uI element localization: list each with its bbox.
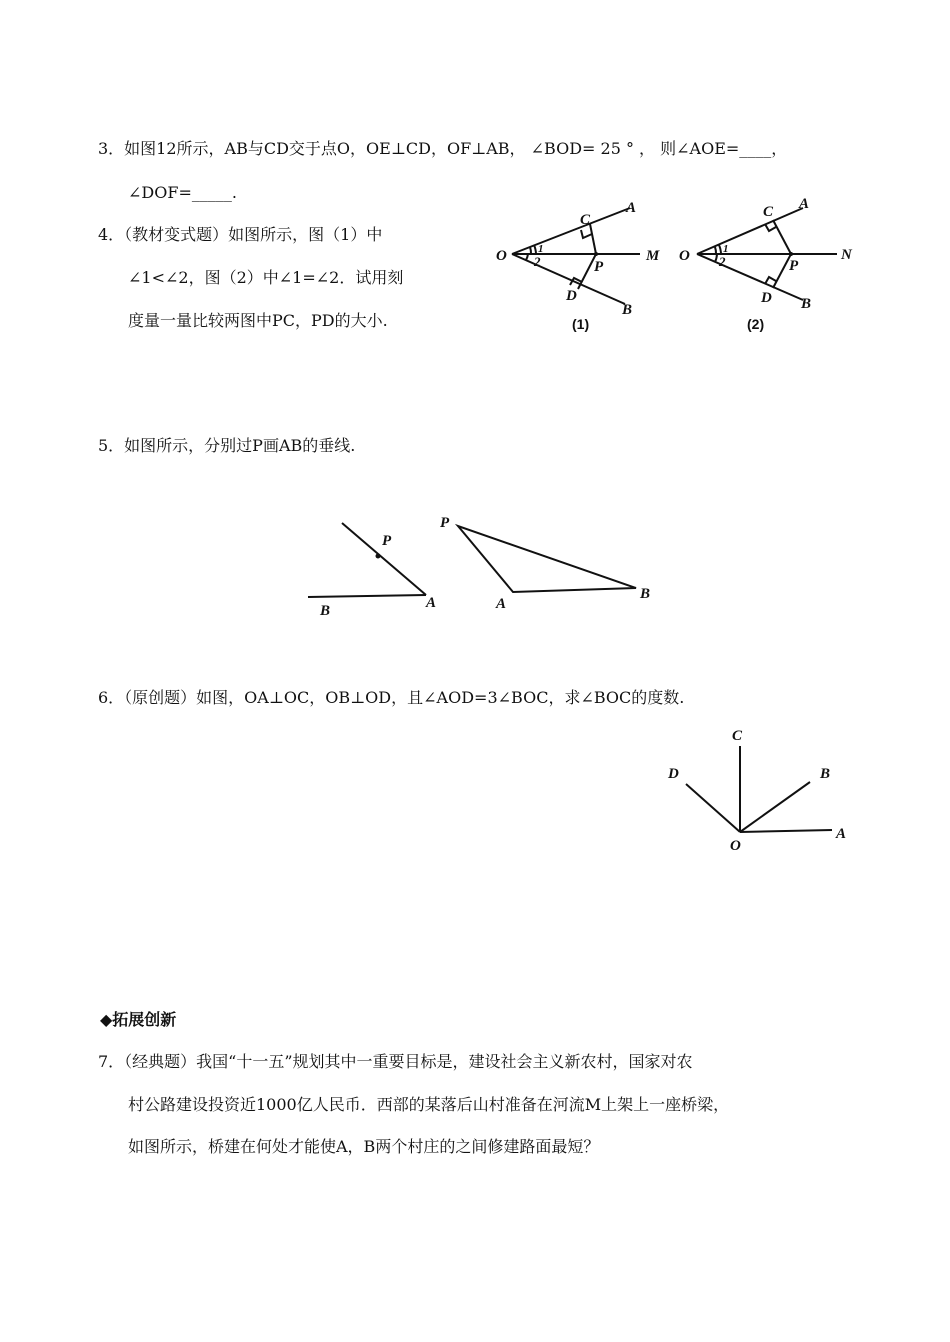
q4-line-2: ∠1<∠2，图（2）中∠1=∠2．试用刻 xyxy=(128,268,404,287)
q7-line-2: 村公路建设投资近1000亿人民币．西部的某落后山村准备在河流M上架上一座桥梁， xyxy=(128,1095,730,1114)
q6-label-d: D xyxy=(668,766,679,782)
q4-fig1-label-d: D xyxy=(566,288,577,304)
q4-fig1-label-a: A xyxy=(626,200,637,216)
q6-label-c: C xyxy=(732,728,743,744)
q4-fig2-label-c: C xyxy=(763,204,774,220)
q4-fig1-label-b: B xyxy=(622,302,633,318)
q4-fig1-label-c: C xyxy=(580,212,591,228)
q4-figure-2 xyxy=(675,196,865,336)
q4-fig2-label-o: O xyxy=(679,248,690,264)
q4-fig2-label-n: N xyxy=(841,247,852,263)
q6-figure xyxy=(660,722,860,862)
q4-fig2-label-2: 2 xyxy=(719,254,726,269)
q4-fig1-label-2: 2 xyxy=(534,254,541,269)
q4-line-1: 4．（教材变式题）如图所示，图（1）中 xyxy=(98,225,383,244)
q4-fig2-label-p: P xyxy=(789,258,799,274)
q5-figure-2 xyxy=(438,508,668,618)
q7-line-3: 如图所示，桥建在何处才能使A，B两个村庄的之间修建路面最短？ xyxy=(128,1137,600,1156)
q7-line-1: 7．（经典题）我国“十一五”规划其中一重要目标是，建设社会主义新农村，国家对农 xyxy=(98,1052,693,1071)
q5-fig1-label-p: P xyxy=(382,533,392,549)
q4-fig2-label-a: A xyxy=(799,196,810,212)
q5-fig2-label-b: B xyxy=(640,586,651,602)
q4-figure-1 xyxy=(490,196,670,336)
q5-figure-1 xyxy=(300,515,450,625)
q4-line-3: 度量一量比较两图中PC，PD的大小. xyxy=(128,311,388,330)
q3-line-1: 3．如图12所示，AB与CD交于点O，OE⊥CD，OF⊥AB， ∠BOD= 25 ° ， 则∠AOE=____， xyxy=(98,139,788,158)
q4-fig1-label-m: M xyxy=(646,248,660,264)
q4-fig2-label-1: 1 xyxy=(723,243,729,255)
q4-fig1-label-p: P xyxy=(594,259,604,275)
q4-fig2-caption: (2) xyxy=(747,316,765,332)
q6-label-o: O xyxy=(730,838,741,854)
q4-fig1-label-o: O xyxy=(496,248,507,264)
section-heading: ◆拓展创新 xyxy=(100,1010,177,1029)
q4-fig1-caption: (1) xyxy=(572,316,590,332)
q4-fig1-label-1: 1 xyxy=(538,243,544,255)
q4-fig2-label-b: B xyxy=(801,296,812,312)
q6-line-1: 6．（原创题）如图，OA⊥OC，OB⊥OD，且∠AOD=3∠BOC，求∠BOC的度数. xyxy=(98,688,685,707)
q4-fig2-label-d: D xyxy=(761,290,772,306)
q5-fig1-label-a: A xyxy=(426,595,437,611)
q5-fig2-label-p: P xyxy=(440,515,450,531)
q3-line-2: ∠DOF=_____. xyxy=(128,183,237,202)
q6-label-a: A xyxy=(836,826,847,842)
q5-line-1: 5．如图所示，分别过P画AB的垂线. xyxy=(98,436,356,455)
q6-label-b: B xyxy=(820,766,831,782)
q5-fig2-label-a: A xyxy=(496,596,507,612)
q5-fig1-label-b: B xyxy=(320,603,331,619)
